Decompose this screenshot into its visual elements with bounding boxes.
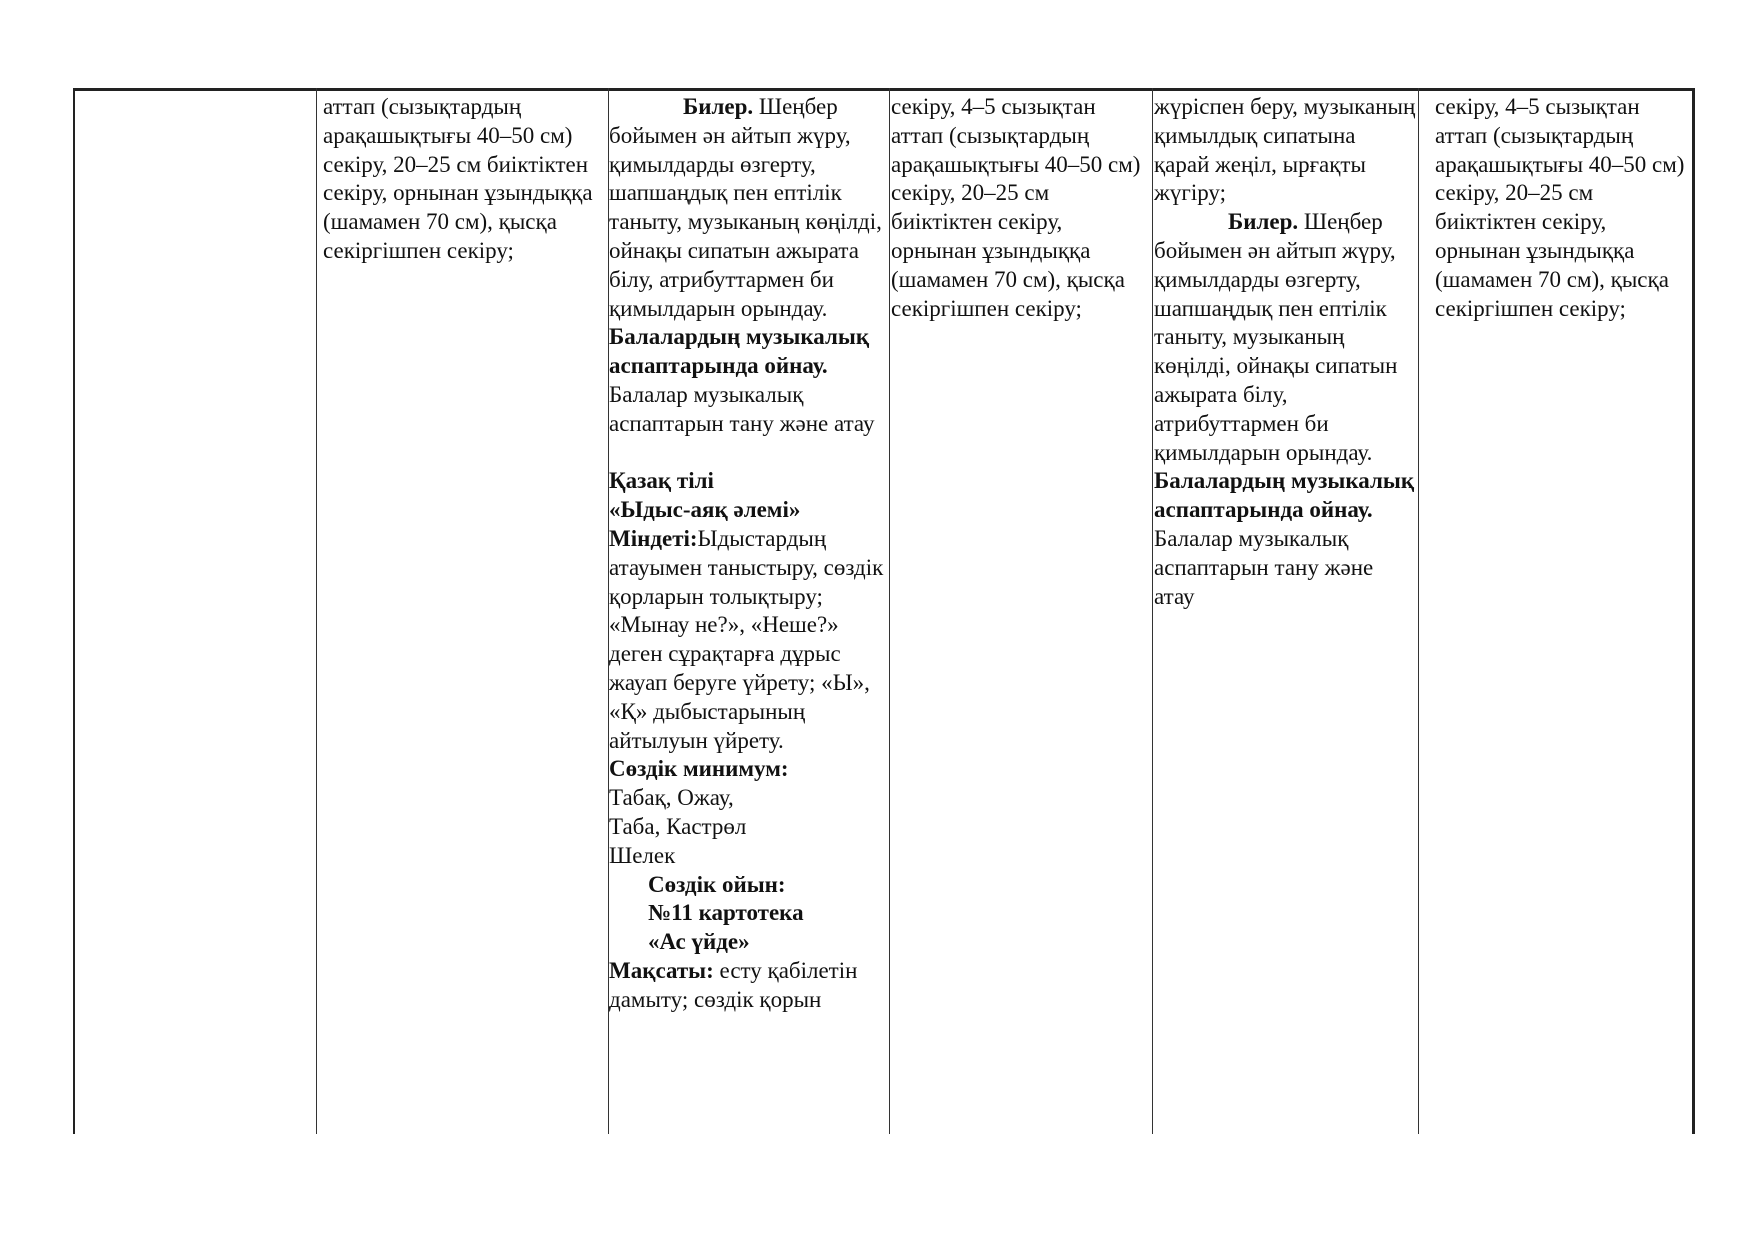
intro-text: жүріспен беру, музыканың қимылдық сипатына қарай жеңіл, ырғақты жүгіру; xyxy=(1154,94,1416,206)
vocab-label: Сөздік минимум: xyxy=(609,756,789,782)
table-cell-col4 xyxy=(1154,93,1416,611)
column-divider xyxy=(316,88,317,1134)
table-cell-col5 xyxy=(1435,93,1691,323)
table-cell-col3 xyxy=(891,93,1151,323)
cell-text: секіру, 4–5 сызықтан аттап (сызықтардың арақашықтығы 40–50 см) секіру, 20–25 см биіктіктен секіру, орнынан ұзындыққа (шамамен 70 см), қысқа секіргішпен секіру; xyxy=(891,94,1141,321)
word-game-title: Сөздік ойын: xyxy=(648,871,786,897)
cell-text: секіру, 4–5 сызықтан аттап (сызықтардың арақашықтығы 40–50 см) секіру, 20–25 см биіктіктен секіру, орнынан ұзындыққа (шамамен 70 см), қысқа секіргішпен секіру; xyxy=(1435,94,1685,321)
task-paragraph xyxy=(609,525,888,755)
word-game-card: №11 картотека xyxy=(648,900,804,926)
task-label: Міндеті: xyxy=(609,525,698,551)
vocab-line: Табақ, Ожау, xyxy=(609,785,734,811)
word-game-name: «Ас үйде» xyxy=(648,929,750,955)
table-cell-col1 xyxy=(323,93,605,266)
dance-text: Шеңбер бойымен ән айтып жүру, қимылдарды өзгерту, шапшаңдық пен ептілік таныту, музыканың көңілді, ойнақы сипатын ажырата білу, атрибуттармен би қимылдарын орындау. xyxy=(609,94,882,321)
goal-text: есту қабілетін дамыту; сөздік қорын xyxy=(609,957,858,1012)
cell-text: аттап (сызықтардың арақашықтығы 40–50 см) секіру, 20–25 см биіктіктен секіру, орнынан ұзындыққа (шамамен 70 см), қысқа секіргішпен секіру; xyxy=(323,94,593,263)
column-divider xyxy=(1152,88,1153,1134)
task-text: Ыдыстардың атауымен таныстыру, сөздік қорларын толықтыру; «Мынау не?», «Неше?» деген сұрақтарға дұрыс жауап беруге үйрету; «Ы», «Қ» дыбыстарының айтылуын үйрету. xyxy=(609,525,884,753)
dance-heading: Билер. xyxy=(1228,209,1299,235)
goal-label: Мақсаты: xyxy=(609,957,714,983)
instruments-text: Балалар музыкалық аспаптарын тану және атау xyxy=(609,381,875,436)
table-right-border xyxy=(1692,88,1695,1134)
goal-paragraph xyxy=(609,957,888,1015)
instruments-heading: Балалардың музыкалық аспаптарында ойнау. xyxy=(1154,468,1415,523)
instruments-heading: Балалардың музыкалық аспаптарында ойнау. xyxy=(609,324,870,379)
vocab-line: Таба, Кастрөл xyxy=(609,813,747,839)
instruments-text: Балалар музыкалық аспаптарын тану және атау xyxy=(1154,525,1374,609)
column-divider xyxy=(889,88,890,1134)
dance-heading: Билер. xyxy=(683,94,754,119)
vocab-line: Шелек xyxy=(609,842,676,868)
table-left-border xyxy=(73,88,75,1134)
column-divider xyxy=(1418,88,1419,1134)
kazakh-lesson-topic: «Ыдыс-аяқ әлемі» xyxy=(609,497,801,523)
dance-text: Шеңбер бойымен ән айтып жүру, қимылдарды өзгерту, шапшаңдық пен ептілік таныту, музыканың көңілді, ойнақы сипатын ажырата білу, атрибуттармен би қимылдарын орындау. xyxy=(1154,209,1398,465)
blank-line xyxy=(609,439,888,468)
dance-paragraph xyxy=(609,93,888,323)
kazakh-lesson-title: Қазақ тілі xyxy=(609,468,714,494)
table-cell-col2 xyxy=(609,93,888,1015)
dance-paragraph xyxy=(1154,208,1416,467)
